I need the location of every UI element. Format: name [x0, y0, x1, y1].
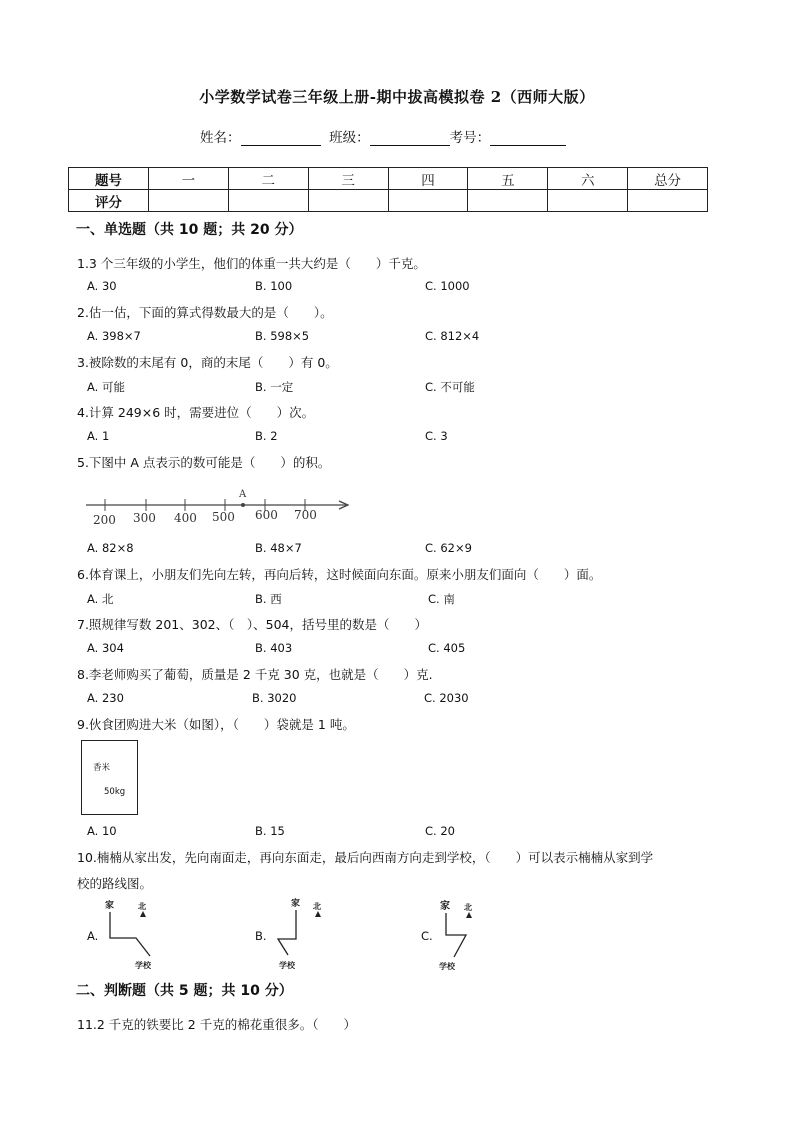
home-label: 家 — [440, 901, 450, 912]
table-header-cell: 三 — [308, 168, 388, 190]
north-arrow-icon — [315, 911, 321, 917]
option-a[interactable]: A. 82×8 — [87, 541, 134, 555]
option-a[interactable]: A. 398×7 — [87, 329, 141, 343]
question-9: 9.伙食团购进大米（如图），（ ）袋就是 1 吨。 — [77, 717, 355, 732]
score-table — [68, 167, 708, 212]
option-c[interactable]: C. — [421, 929, 433, 943]
question-5: 5.下图中 A 点表示的数可能是（ ）的积。 — [77, 455, 331, 470]
table-row — [69, 168, 708, 190]
north-label: 北 — [464, 903, 472, 912]
tick-label: 700 — [294, 508, 317, 522]
page-title: 小学数学试卷三年级上册-期中拔高模拟卷 2（西师大版） — [199, 88, 595, 106]
question-2: 2.估一估，下面的算式得数最大的是（ ）。 — [77, 305, 333, 320]
tick-label: 300 — [133, 511, 156, 525]
option-c[interactable]: C. 3 — [425, 429, 448, 443]
option-b[interactable]: B. 2 — [255, 429, 278, 443]
north-arrow-icon — [466, 912, 472, 918]
rice-bag-name: 香米 — [93, 763, 111, 773]
option-b[interactable]: B. 3020 — [252, 691, 297, 705]
table-header-cell: 五 — [468, 168, 548, 190]
section-heading: 二、判断题（共 5 题；共 10 分） — [76, 983, 293, 999]
option-a[interactable]: A. — [87, 929, 99, 943]
question-11: 11.2 千克的铁要比 2 千克的棉花重很多。（ ） — [77, 1017, 356, 1032]
table-row — [69, 190, 708, 212]
route-path — [110, 912, 150, 956]
option-a[interactable]: A. 230 — [87, 691, 124, 705]
tick-label: 200 — [93, 513, 116, 527]
score-cell[interactable] — [548, 190, 628, 212]
north-label: 北 — [138, 902, 146, 911]
tick-label: 500 — [212, 510, 235, 524]
north-arrow-icon — [140, 911, 146, 917]
option-b[interactable]: B. 598×5 — [255, 329, 310, 343]
question-7: 7.照规律写数 201、302、（ ）、504，括号里的数是（ ） — [77, 617, 427, 632]
score-cell[interactable] — [628, 190, 708, 212]
question-10-line2: 校的路线图。 — [77, 876, 153, 891]
option-b[interactable]: B. 403 — [255, 641, 293, 655]
option-a[interactable]: A. 北 — [87, 592, 114, 606]
tick-label: 600 — [255, 508, 278, 522]
rice-bag-figure — [81, 740, 138, 815]
point-a-label: A — [239, 489, 247, 500]
question-6: 6.体育课上，小朋友们先向左转，再向后转，这时候面向东面。原来小朋友们面向（ ）面。 — [77, 567, 602, 582]
question-8: 8.李老师购买了葡萄，质量是 2 千克 30 克，也就是（ ）克. — [77, 667, 433, 682]
north-label: 北 — [313, 902, 321, 911]
section-heading: 一、单选题（共 10 题；共 20 分） — [76, 222, 303, 238]
option-a[interactable]: A. 304 — [87, 641, 124, 655]
question-3: 3.被除数的末尾有 0，商的末尾（ ）有 0。 — [77, 355, 338, 370]
option-c[interactable]: C. 405 — [428, 641, 466, 655]
score-cell[interactable] — [228, 190, 308, 212]
option-a[interactable]: A. 10 — [87, 824, 117, 838]
home-label: 家 — [291, 899, 301, 909]
option-b[interactable]: B. — [255, 929, 267, 943]
option-a[interactable]: A. 可能 — [87, 380, 125, 394]
option-b[interactable]: B. 一定 — [255, 380, 294, 394]
class-field[interactable] — [370, 131, 450, 146]
route-map-c — [432, 895, 502, 973]
score-cell[interactable] — [308, 190, 388, 212]
option-b[interactable]: B. 西 — [255, 592, 282, 606]
number-line-figure — [84, 484, 354, 528]
score-row-label: 评分 — [69, 190, 149, 212]
student-info — [200, 126, 566, 146]
exam-no-label: 考号： — [449, 130, 491, 146]
table-header-cell: 二 — [228, 168, 308, 190]
option-b[interactable]: B. 15 — [255, 824, 285, 838]
school-label: 学校 — [279, 961, 295, 970]
route-path — [278, 910, 296, 955]
home-label: 家 — [105, 901, 115, 911]
option-c[interactable]: C. 2030 — [424, 691, 469, 705]
name-label: 姓名： — [200, 130, 241, 146]
option-b[interactable]: B. 48×7 — [255, 541, 302, 555]
option-c[interactable]: C. 62×9 — [425, 541, 472, 555]
route-map-a — [98, 898, 168, 972]
route-map-b — [266, 895, 336, 972]
option-a[interactable]: A. 1 — [87, 429, 110, 443]
name-field[interactable] — [241, 131, 321, 146]
question-4: 4.计算 249×6 时，需要进位（ ）次。 — [77, 405, 315, 420]
option-c[interactable]: C. 1000 — [425, 279, 470, 293]
option-c[interactable]: C. 不可能 — [425, 380, 475, 394]
table-header-cell: 一 — [148, 168, 228, 190]
option-a[interactable]: A. 30 — [87, 279, 117, 293]
point-a-marker — [241, 503, 245, 507]
option-c[interactable]: C. 812×4 — [425, 329, 480, 343]
table-header-cell: 四 — [388, 168, 468, 190]
score-cell[interactable] — [388, 190, 468, 212]
score-cell[interactable] — [148, 190, 228, 212]
table-header-cell: 六 — [548, 168, 628, 190]
question-1: 1.3 个三年级的小学生，他们的体重一共大约是（ ）千克。 — [77, 256, 426, 271]
table-header-cell: 总分 — [628, 168, 708, 190]
option-b[interactable]: B. 100 — [255, 279, 293, 293]
score-cell[interactable] — [468, 190, 548, 212]
question-10-line1: 10.楠楠从家出发，先向南面走，再向东面走，最后向西南方向走到学校，（ ）可以表示楠楠从家到学 — [77, 850, 654, 865]
table-header-cell: 题号 — [69, 168, 149, 190]
option-c[interactable]: C. 南 — [428, 592, 455, 606]
school-label: 学校 — [135, 961, 151, 970]
option-c[interactable]: C. 20 — [425, 824, 455, 838]
exam-no-field[interactable] — [490, 131, 566, 146]
tick-label: 400 — [174, 511, 197, 525]
route-path — [446, 913, 466, 957]
class-label: 班级： — [329, 130, 370, 146]
school-label: 学校 — [439, 962, 455, 971]
rice-bag-weight: 50kg — [104, 787, 126, 797]
